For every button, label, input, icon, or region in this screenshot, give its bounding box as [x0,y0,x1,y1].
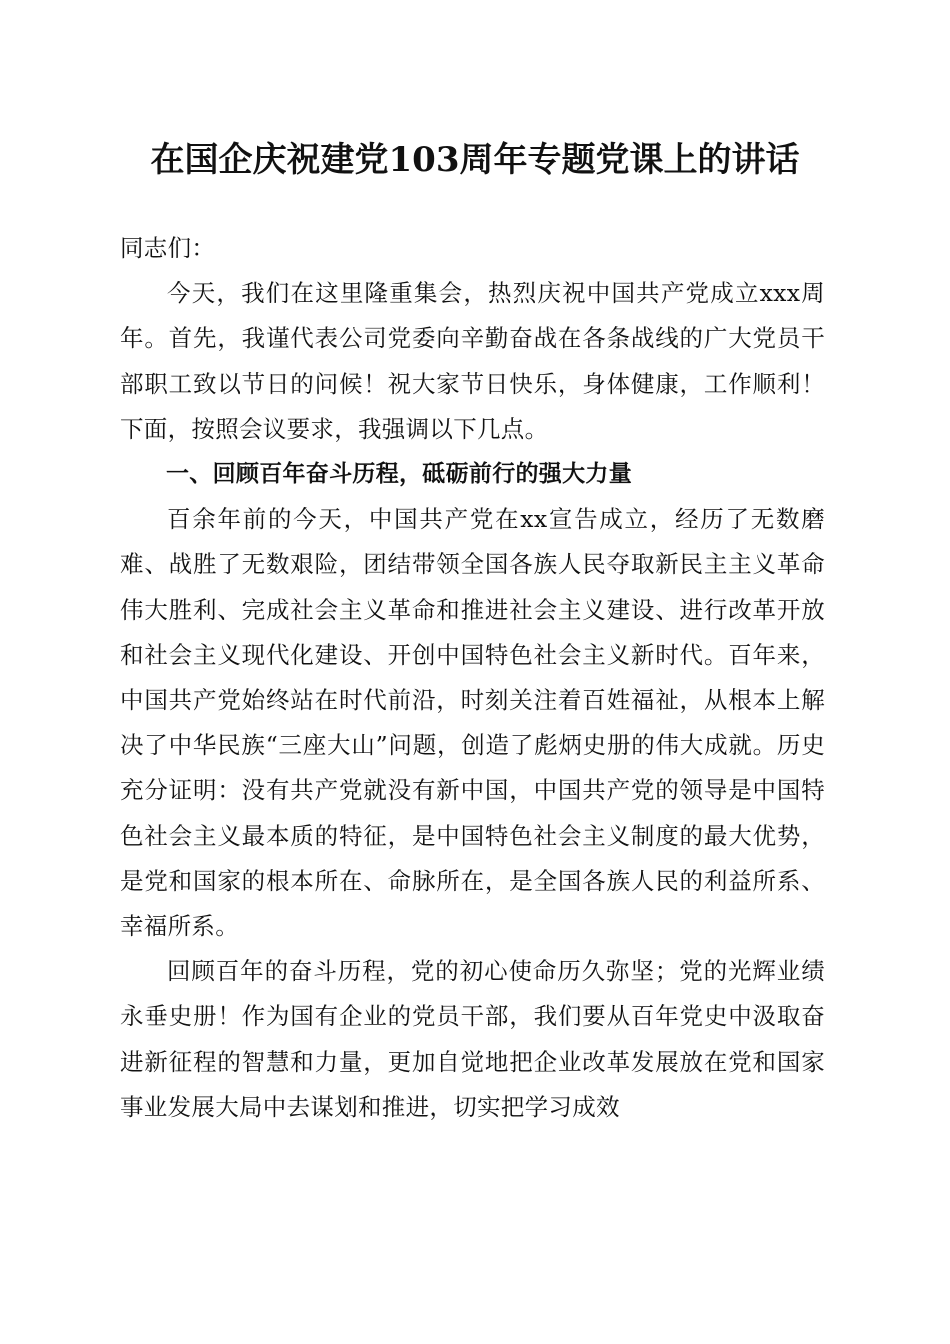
paragraph-review: 回顾百年的奋斗历程，党的初心使命历久弥坚；党的光辉业绩永垂史册！作为国有企业的党员干部，我们要从百年党史中汲取奋进新征程的智慧和力量，更加自觉地把企业改革发展放在党和国家事业发展大局中去谋划和推进，切实把学习成效 [120,957,825,1121]
salutation: 同志们： [120,234,216,262]
paragraph-history: 百余年前的今天，中国共产党在xx宣告成立，经历了无数磨难、战胜了无数艰险，团结带领全国各族人民夺取新民主主义革命伟大胜利、完成社会主义革命和推进社会主义建设、进行改革开放和社会主义现代化建设、开创中国特色社会主义新时代。百年来，中国共产党始终站在时代前沿，时刻关注着百姓福祉，从根本上解决了中华民族“三座大山”问题，创造了彪炳史册的伟大成就。历史充分证明：没有共产党就没有新中国，中国共产党的领导是中国特色社会主义最本质的特征，是中国特色社会主义制度的最大优势，是党和国家的根本所在、命脉所在，是全国各族人民的利益所系、幸福所系。 [120,505,825,941]
paragraph-opening: 今天，我们在这里隆重集会，热烈庆祝中国共产党成立xxx周年。首先，我谨代表公司党委向辛勤奋战在各条战线的广大党员干部职工致以节日的问候！祝大家节日快乐，身体健康，工作顺利！下面，按照会议要求，我强调以下几点。 [120,279,825,443]
document-body [120,226,825,1130]
section-heading-1: 一、回顾百年奋斗历程，砥砺前行的强大力量 [166,461,632,488]
document-title: 在国企庆祝建党103周年专题党课上的讲话 [150,140,800,180]
